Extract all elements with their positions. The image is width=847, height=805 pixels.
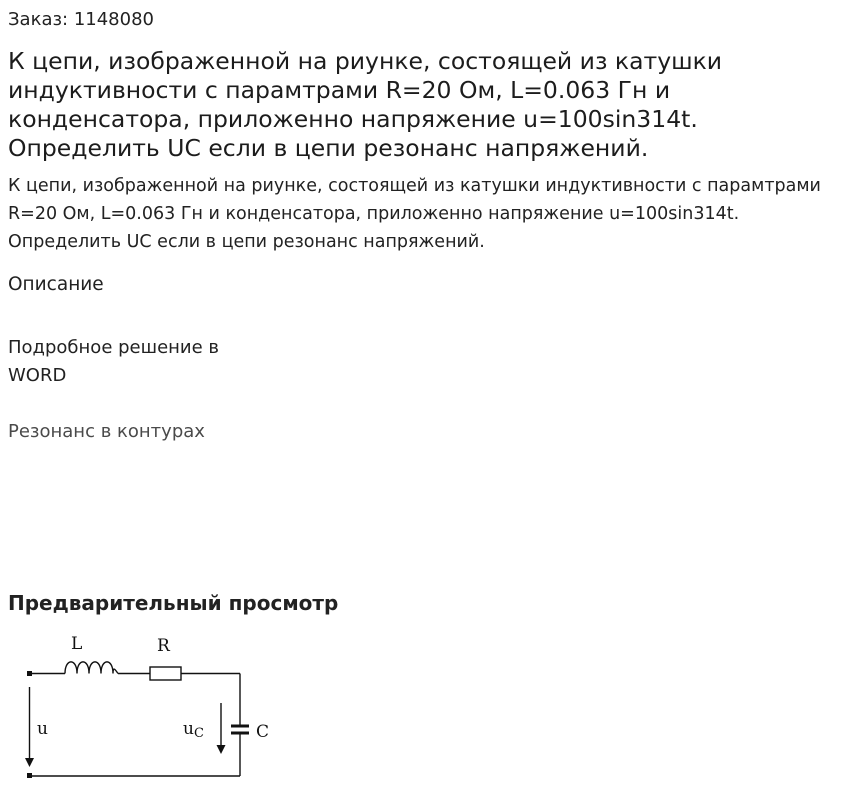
terminal-bottom	[27, 773, 32, 778]
resistor-symbol	[150, 667, 181, 680]
description-label: Описание	[8, 274, 104, 295]
resistor-label: R	[157, 636, 170, 656]
uc-label-main: u	[183, 719, 194, 739]
problem-statement: К цепи, изображенной на риунке, состоящей из катушки индуктивности с парамтрами R=20 Ом, L=0.063 Гн и конденсатора, приложенно напряжение u=100sin314t. Определить UC если в цепи резонанс напряжений.	[8, 176, 821, 252]
uc-arrow-head	[217, 745, 226, 754]
category-link[interactable]: Резонанс в контурах	[8, 421, 205, 442]
description-line-2: WORD	[8, 365, 67, 386]
source-arrow-head	[25, 758, 34, 767]
description-line-1: Подробное решение в	[8, 337, 220, 358]
capacitor-label: C	[256, 722, 270, 742]
page-title: К цепи, изображенной на риунке, состоящей из катушки индуктивности с парамтрами R=20 Ом, L=0.063 Гн и конденсатора, приложенно напряжение u=100sin314t. Определить UC если в цепи резонанс напряжений.	[8, 47, 723, 162]
description-text	[8, 334, 258, 390]
inductor-label: L	[71, 634, 83, 654]
circuit-diagram	[0, 625, 300, 795]
inductor-symbol	[65, 662, 118, 674]
order-number: Заказ: 1148080	[8, 9, 154, 30]
uc-label-sub: C	[193, 726, 204, 741]
uc-label	[183, 719, 204, 741]
preview-heading: Предварительный просмотр	[8, 591, 339, 615]
source-label: u	[37, 719, 48, 739]
terminal-top	[27, 671, 32, 676]
